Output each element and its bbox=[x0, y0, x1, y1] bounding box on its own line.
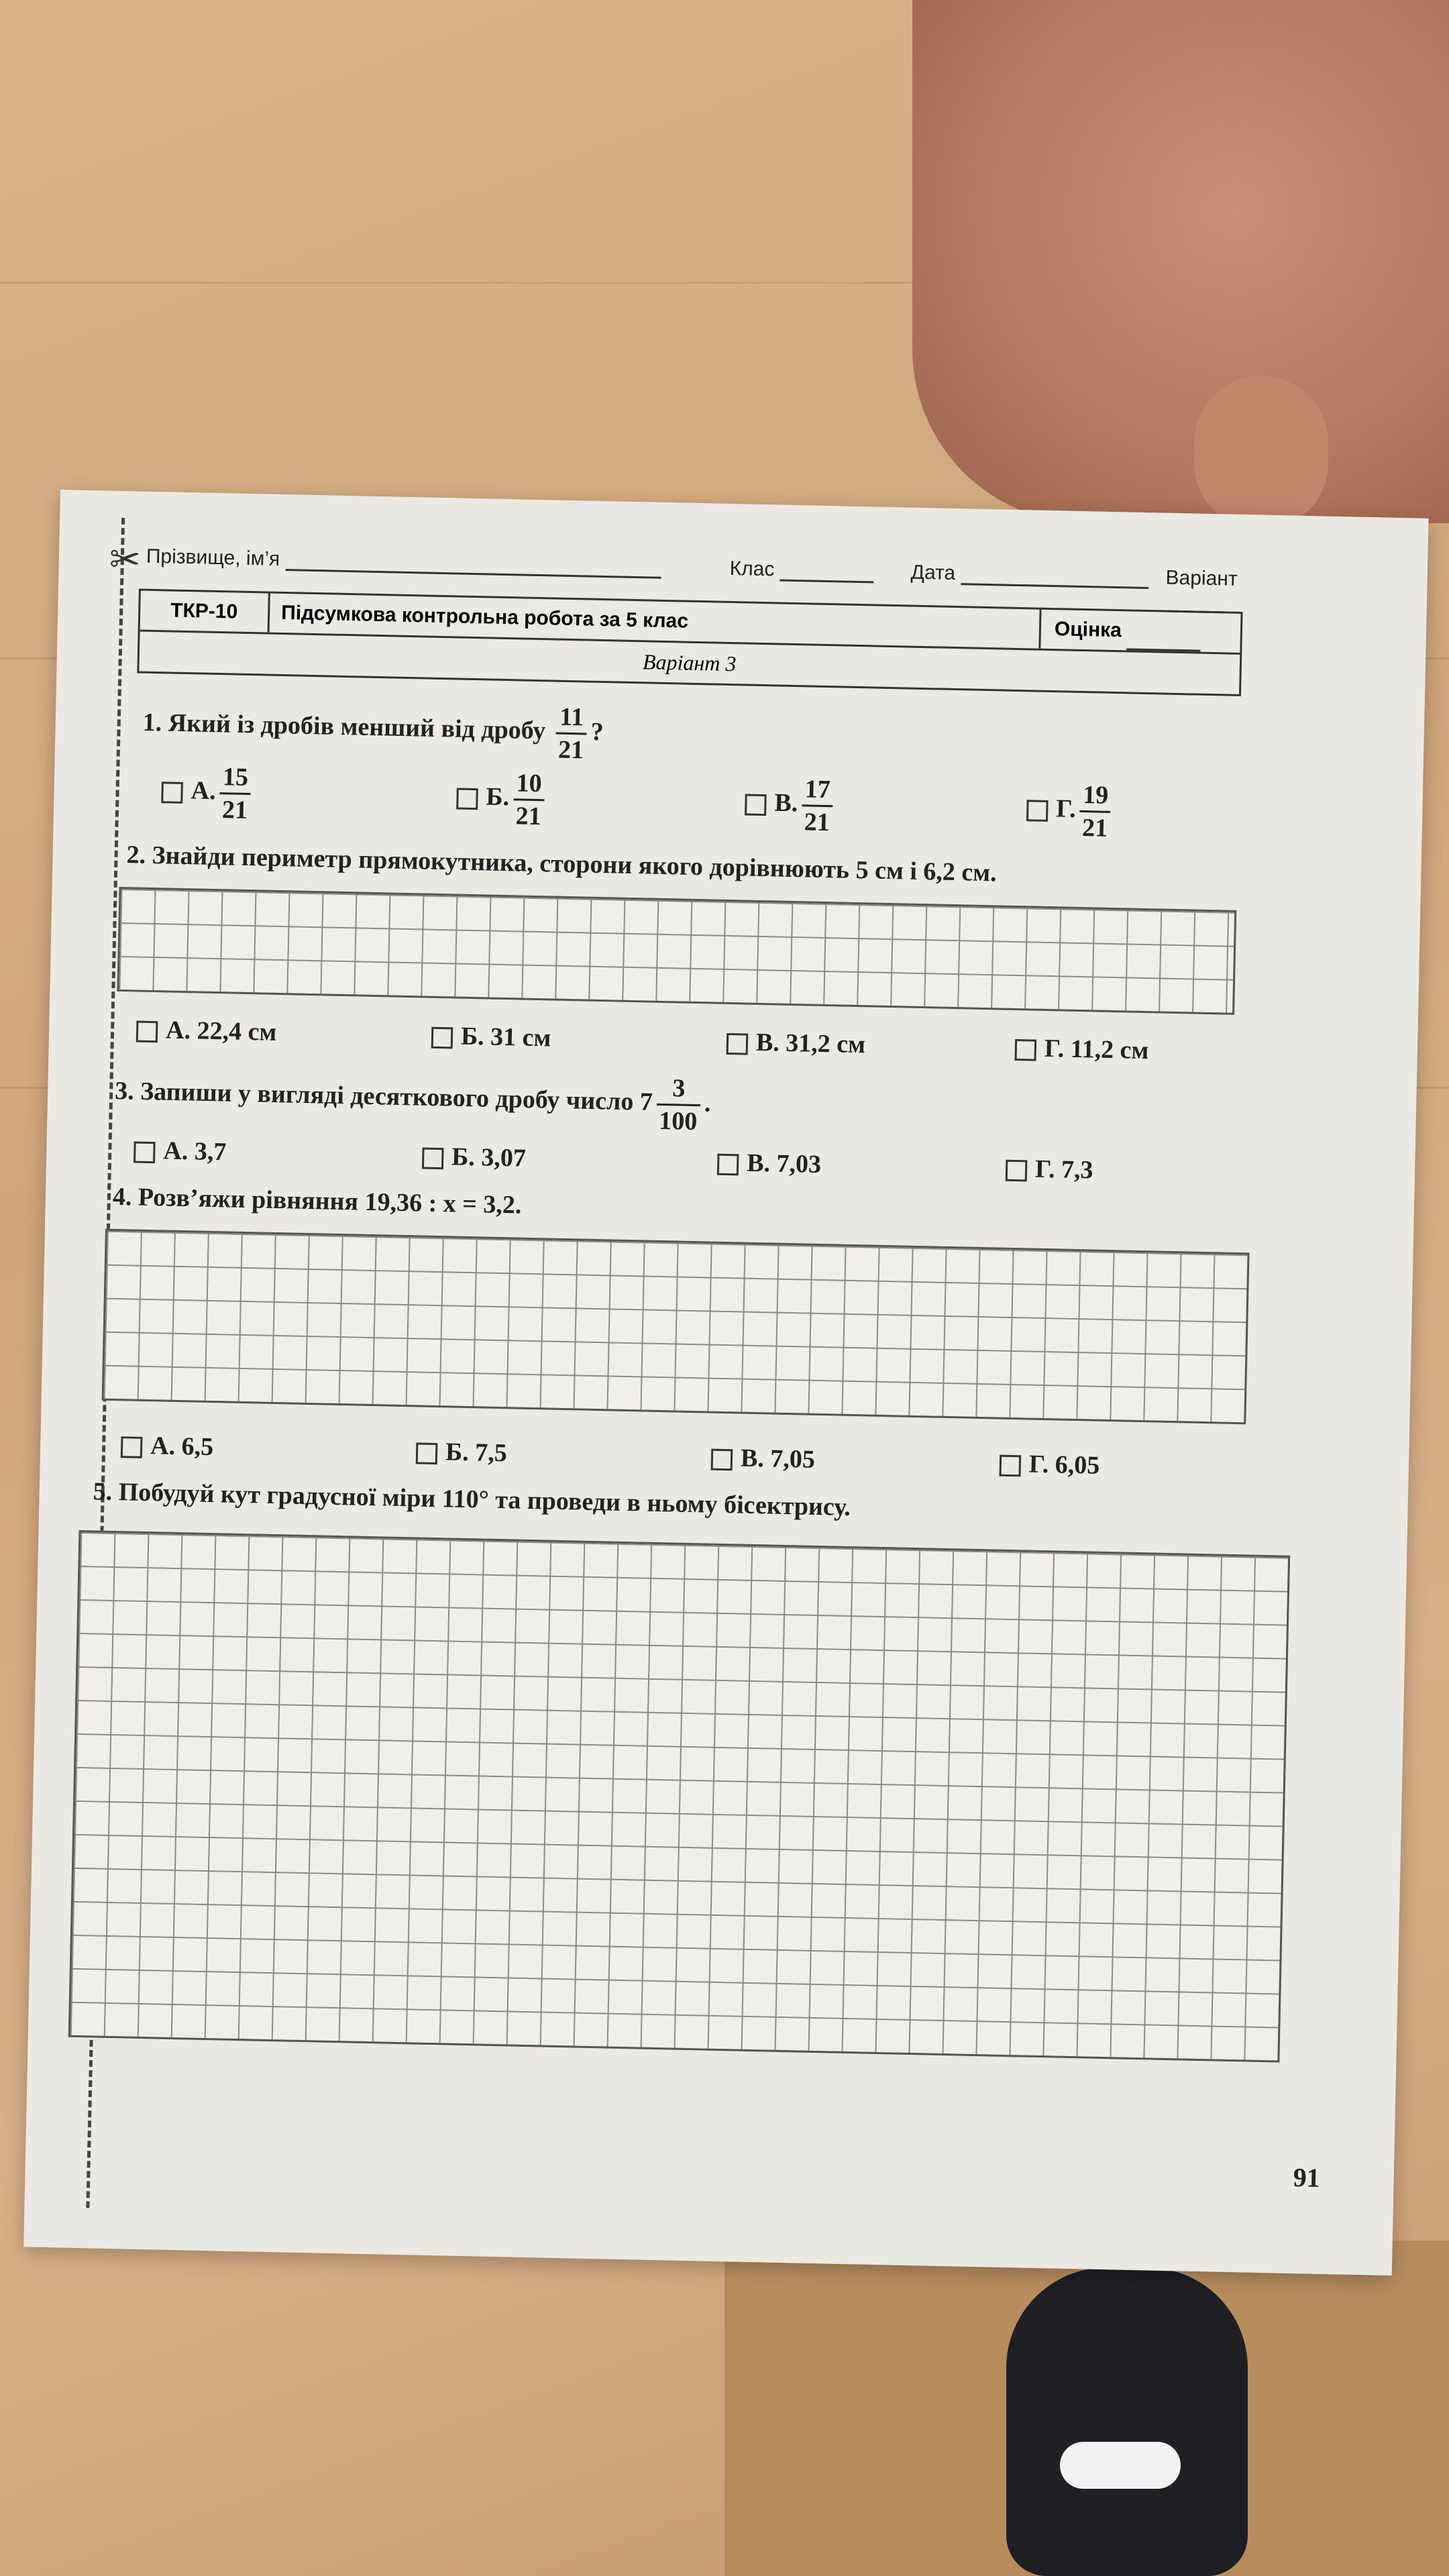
q3-option-c[interactable]: В. 7,03 bbox=[717, 1148, 822, 1179]
checkbox[interactable] bbox=[745, 794, 767, 816]
question-5: 5. Побудуй кут градусної міри 110° та проведи в ньому бісектрису. bbox=[93, 1477, 851, 1521]
question-1: 1. Який із дробів менший від дробу $\frac{11}{21}$ ? bbox=[142, 693, 604, 766]
checkbox[interactable] bbox=[422, 1148, 444, 1170]
test-title: Підсумкова контрольна робота за 5 клас bbox=[280, 601, 689, 633]
q1-option-b[interactable]: Б. $\frac{10}{21}$ bbox=[456, 766, 549, 832]
hand-photo bbox=[912, 0, 1449, 523]
fraction: $\frac{11}{21}$ bbox=[555, 702, 588, 766]
q4-option-d[interactable]: Г. 6,05 bbox=[999, 1449, 1099, 1481]
test-code: ТКР-10 bbox=[140, 591, 270, 633]
student-header bbox=[146, 545, 1300, 590]
checkbox[interactable] bbox=[1006, 1160, 1028, 1182]
test-title-box bbox=[137, 588, 1242, 696]
variant-title: Варіант 3 bbox=[642, 649, 737, 676]
q1-option-d[interactable]: Г. $\frac{19}{21}$ bbox=[1026, 778, 1115, 844]
question-4: 4. Розв’яжи рівняння 19,36 : x = 3,2. bbox=[112, 1182, 522, 1220]
checkbox[interactable] bbox=[727, 1033, 749, 1055]
question-3: 3. Запиши у вигляді десяткового дробу число 7 $\frac{3}{100}$ . bbox=[114, 1061, 711, 1138]
q3-option-d[interactable]: Г. 7,3 bbox=[1006, 1154, 1093, 1185]
shoe-logo bbox=[1060, 2442, 1181, 2489]
checkbox[interactable] bbox=[717, 1154, 739, 1176]
page-number: 91 bbox=[1293, 2162, 1321, 2193]
checkbox[interactable] bbox=[416, 1443, 438, 1465]
variant-field[interactable]: Варіант bbox=[1165, 567, 1300, 615]
answer-grid-4[interactable] bbox=[102, 1229, 1250, 1425]
q2-option-b[interactable]: Б. 31 см bbox=[431, 1021, 551, 1053]
thumb-photo bbox=[1194, 376, 1328, 530]
checkbox[interactable] bbox=[1026, 800, 1049, 822]
checkbox[interactable] bbox=[711, 1449, 733, 1471]
q4-option-a[interactable]: А. 6,5 bbox=[121, 1430, 214, 1462]
fraction: $\frac{3}{100}$ bbox=[656, 1073, 701, 1137]
q2-option-d[interactable]: Г. 11,2 см bbox=[1014, 1033, 1148, 1065]
q1-option-a[interactable]: А. $\frac{15}{21}$ bbox=[161, 760, 256, 826]
shoe-photo bbox=[1006, 2267, 1248, 2576]
q3-option-b[interactable]: Б. 3,07 bbox=[422, 1142, 527, 1173]
q4-option-b[interactable]: Б. 7,5 bbox=[416, 1436, 508, 1468]
class-field[interactable]: Клас bbox=[729, 557, 874, 583]
scissors-icon: ✂ bbox=[109, 537, 142, 582]
q3-option-a[interactable]: А. 3,7 bbox=[133, 1136, 227, 1167]
checkbox[interactable] bbox=[121, 1436, 143, 1458]
checkbox[interactable] bbox=[1014, 1039, 1036, 1061]
q2-option-c[interactable]: В. 31,2 см bbox=[727, 1027, 866, 1059]
q2-option-a[interactable]: А. 22,4 см bbox=[136, 1015, 277, 1047]
q4-option-c[interactable]: В. 7,05 bbox=[711, 1443, 816, 1474]
answer-grid-5[interactable] bbox=[68, 1530, 1290, 2063]
checkbox[interactable] bbox=[1000, 1455, 1022, 1477]
question-2: 2. Знайди периметр прямокутника, сторони якого дорівнюють 5 см і 6,2 см. bbox=[126, 841, 998, 888]
q1-option-c[interactable]: В. $\frac{17}{21}$ bbox=[744, 772, 837, 838]
grade-field[interactable]: Оцінка bbox=[1038, 610, 1240, 653]
checkbox[interactable] bbox=[456, 788, 478, 810]
checkbox[interactable] bbox=[133, 1142, 156, 1164]
checkbox[interactable] bbox=[161, 782, 183, 804]
date-field[interactable]: Дата bbox=[910, 561, 1148, 589]
checkbox[interactable] bbox=[136, 1021, 158, 1043]
answer-grid-2[interactable] bbox=[117, 887, 1236, 1015]
checkbox[interactable] bbox=[431, 1027, 453, 1049]
name-field[interactable]: Прізвище, ім’я bbox=[146, 545, 661, 579]
worksheet-page bbox=[23, 490, 1428, 2275]
